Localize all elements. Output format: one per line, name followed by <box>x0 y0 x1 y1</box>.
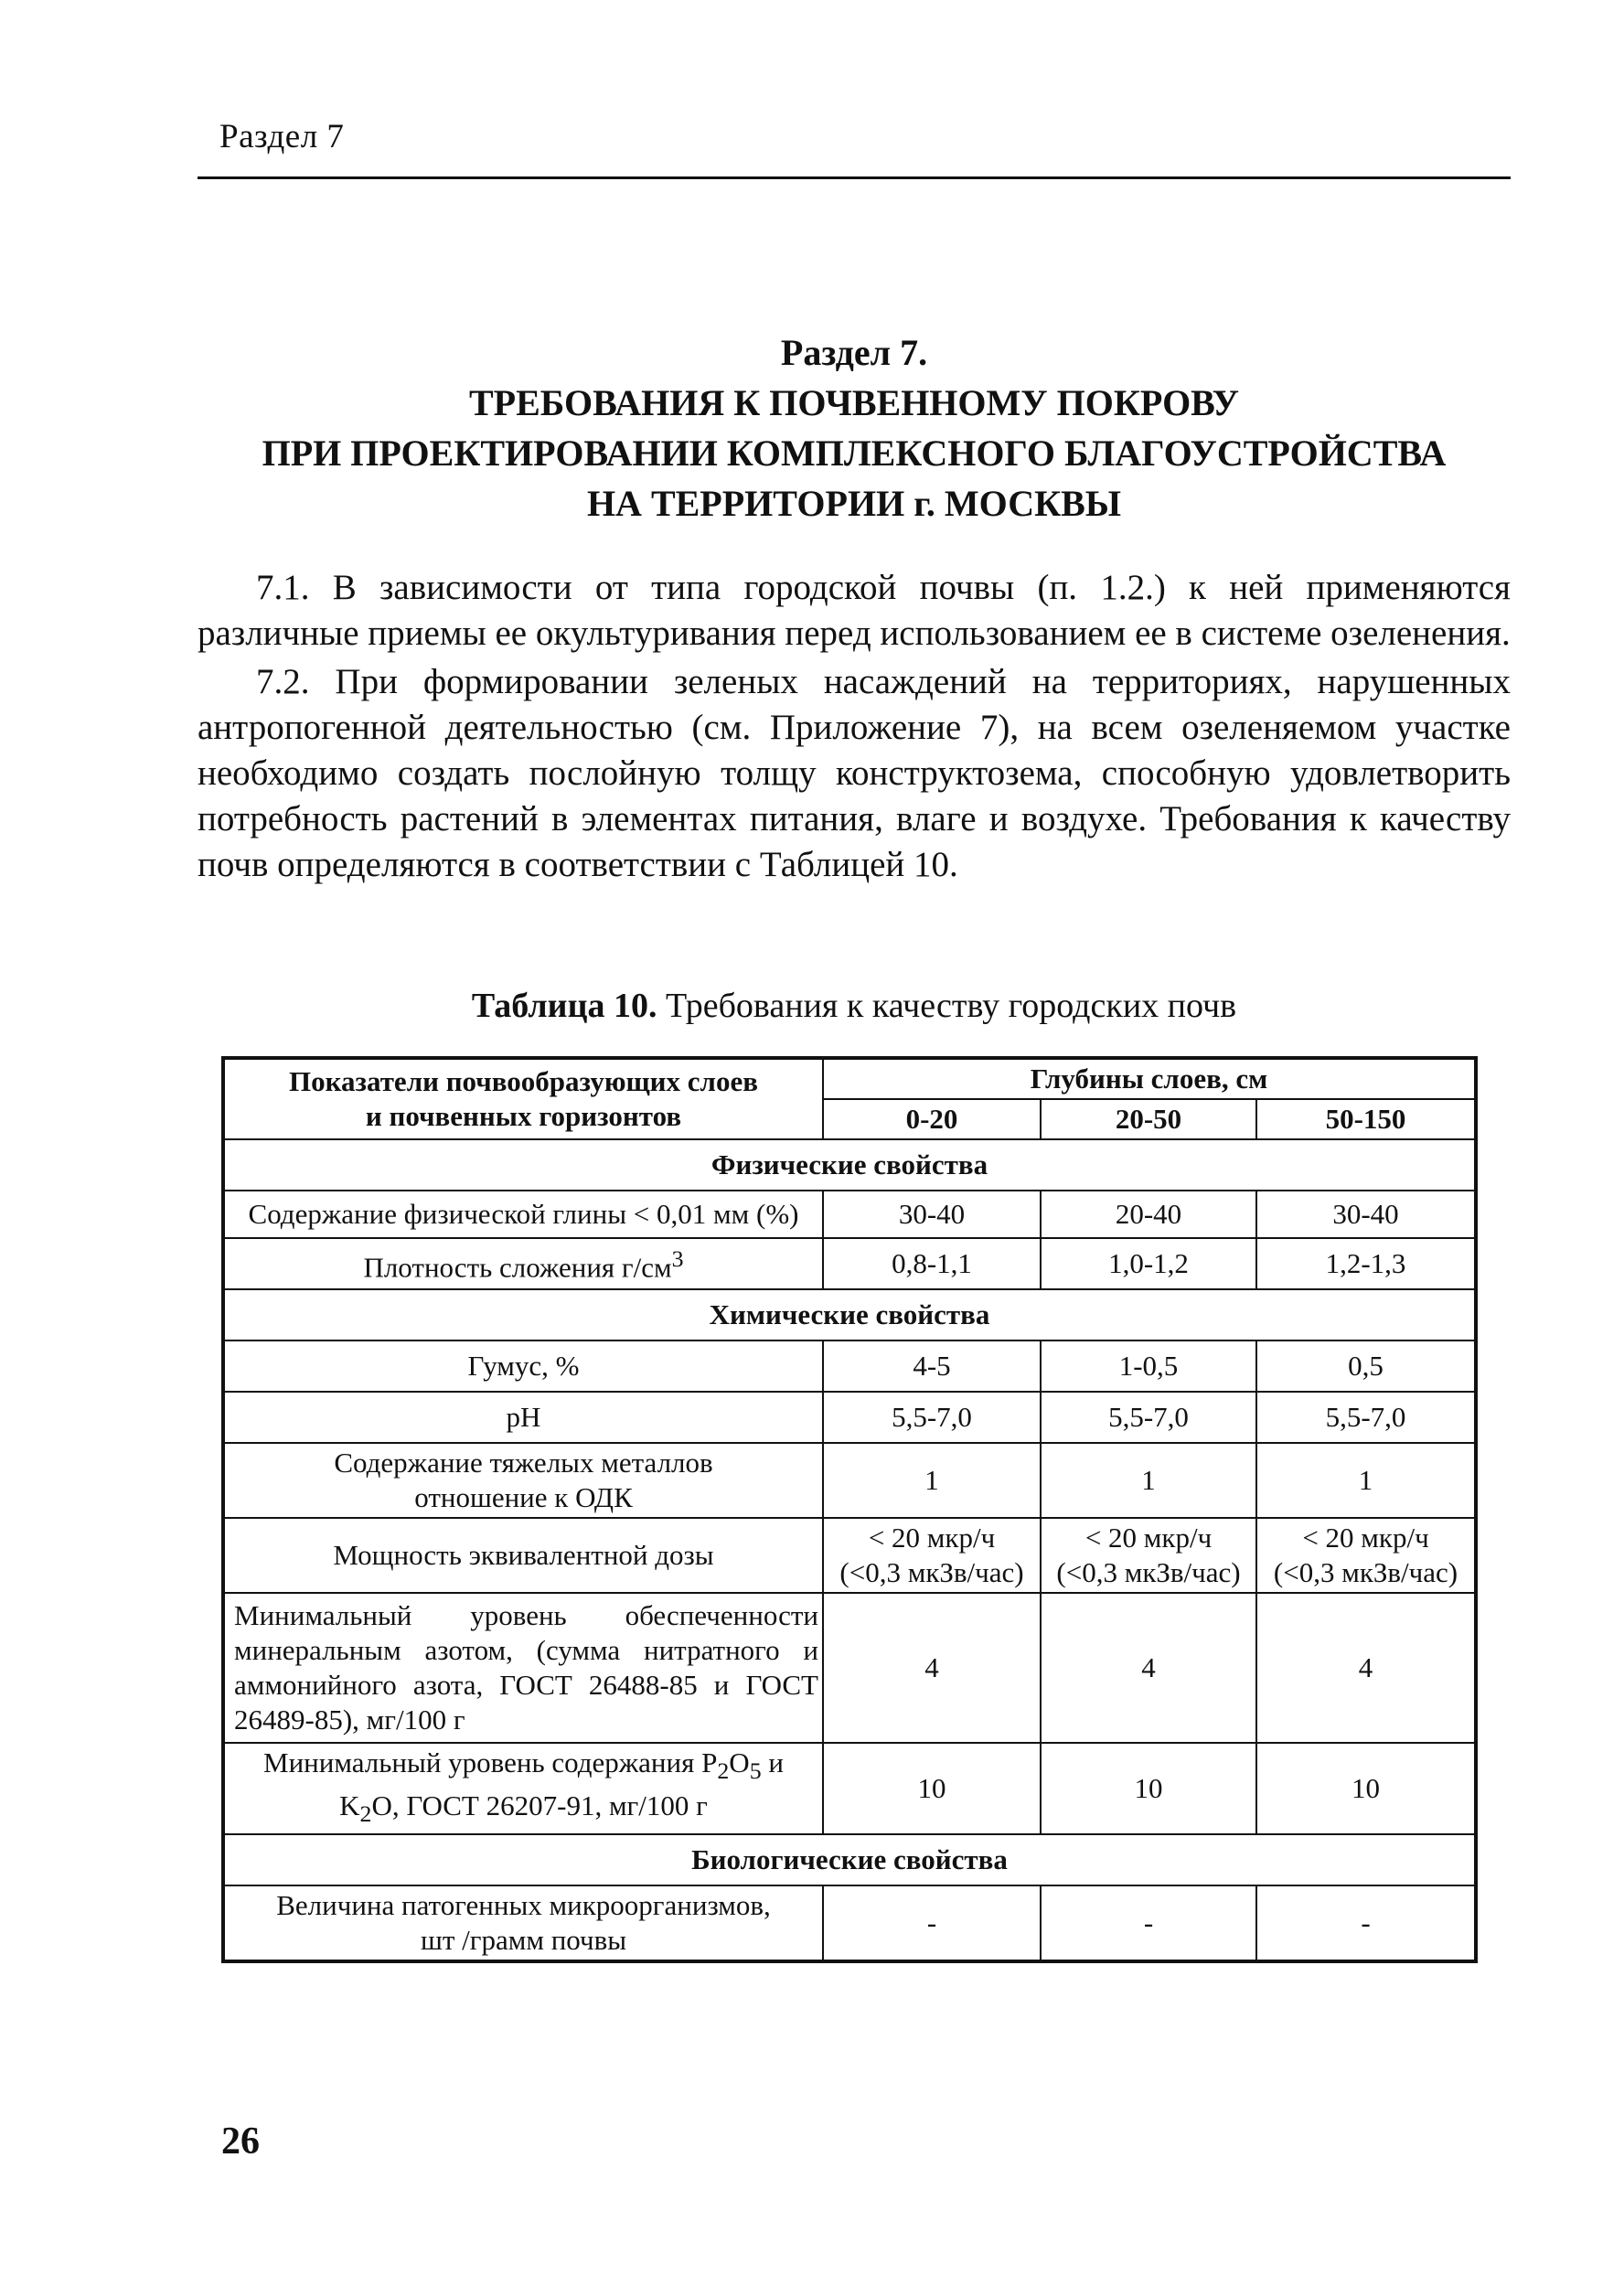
pk-label-e: O, ГОСТ 26207-91, мг/100 г <box>371 1789 708 1822</box>
table-cell: 1,2-1,3 <box>1256 1238 1476 1289</box>
table-cell: 1-0,5 <box>1041 1340 1256 1392</box>
group-biological: Биологические свойства <box>223 1834 1476 1885</box>
table-cell: 4 <box>1041 1593 1256 1743</box>
row-label-ph: pH <box>223 1392 823 1443</box>
dose-value-line-2: (<0,3 мкЗв/час) <box>1056 1556 1241 1588</box>
density-label-text: Плотность сложения г/см <box>363 1251 672 1284</box>
header-divider <box>198 176 1511 179</box>
depth-col-0-20: 0-20 <box>823 1099 1041 1139</box>
table-cell: 1 <box>823 1443 1041 1518</box>
pk-label-c: и <box>761 1746 784 1778</box>
dose-value-line-1: < 20 мкр/ч <box>1302 1522 1429 1554</box>
table-cell <box>1256 1518 1476 1593</box>
table-cell: 10 <box>823 1743 1041 1834</box>
density-label-superscript: 3 <box>671 1245 684 1273</box>
pk-label-line-2 <box>229 1789 818 1832</box>
table-cell: - <box>1041 1885 1256 1961</box>
indicator-header <box>223 1058 823 1139</box>
section-heading <box>198 327 1511 529</box>
pk-sub-1: 2 <box>717 1757 730 1785</box>
depth-header: Глубины слоев, см <box>823 1058 1476 1099</box>
table-cell: 10 <box>1041 1743 1256 1834</box>
depth-col-50-150: 50-150 <box>1256 1099 1476 1139</box>
pk-label-b: O <box>729 1746 750 1778</box>
dose-value-line-1: < 20 мкр/ч <box>868 1522 996 1554</box>
pathogens-label-line-2: шт /грамм почвы <box>420 1924 627 1957</box>
table-caption-label: Таблица 10. <box>471 987 657 1025</box>
depth-col-20-50: 20-50 <box>1041 1099 1256 1139</box>
table-cell: 5,5-7,0 <box>1041 1392 1256 1443</box>
row-label-humus: Гумус, % <box>223 1340 823 1392</box>
pk-sub-2: 5 <box>749 1757 762 1785</box>
dose-value-line-1: < 20 мкр/ч <box>1084 1522 1213 1554</box>
table-cell: 0,5 <box>1256 1340 1476 1392</box>
row-label-metals <box>223 1443 823 1518</box>
table-cell: 10 <box>1256 1743 1476 1834</box>
table-cell: 4-5 <box>823 1340 1041 1392</box>
indicator-header-line-2: и почвенных горизонтов <box>365 1100 682 1132</box>
pk-label-line-1 <box>229 1746 818 1789</box>
heading-line-3: ПРИ ПРОЕКТИРОВАНИИ КОМПЛЕКСНОГО БЛАГОУСТРОЙСТВА <box>262 433 1447 474</box>
running-header: Раздел 7 <box>219 118 345 155</box>
paragraph-7-2: 7.2. При формировании зеленых насаждений на территориях, нарушенных антропогенной деятельностью (см. Приложение 7), на всем озеленяемом участке необходимо создать послойную толщу конструктозема, способную удовлетворить потребность растений в элементах питания, влаге и воздухе. Требования к качеству почв определяются в соответствии с Таблицей 10. <box>198 662 1511 884</box>
group-chemical: Химические свойства <box>223 1289 1476 1340</box>
table-cell: 4 <box>823 1593 1041 1743</box>
body-text <box>198 565 1511 891</box>
pk-sub-3: 2 <box>359 1800 372 1828</box>
pathogens-label-line-1: Величина патогенных микроорганизмов, <box>276 1889 771 1922</box>
table-cell: - <box>1256 1885 1476 1961</box>
table-cell: 5,5-7,0 <box>1256 1392 1476 1443</box>
table-cell: 0,8-1,1 <box>823 1238 1041 1289</box>
row-label-density <box>223 1238 823 1289</box>
dose-value-line-2: (<0,3 мкЗв/час) <box>1273 1556 1458 1588</box>
group-physical: Физические свойства <box>223 1139 1476 1191</box>
pk-label-a: Минимальный уровень содержания P <box>263 1746 718 1778</box>
table-caption-text: Требования к качеству городских почв <box>657 987 1237 1025</box>
table-cell: 1,0-1,2 <box>1041 1238 1256 1289</box>
table-cell: 4 <box>1256 1593 1476 1743</box>
row-label-pathogens <box>223 1885 823 1961</box>
soil-quality-table <box>221 1056 1478 1963</box>
table-caption <box>198 986 1511 1026</box>
dose-value-line-2: (<0,3 мкЗв/час) <box>839 1556 1024 1588</box>
row-label-clay: Содержание физической глины < 0,01 мм (%) <box>223 1191 823 1238</box>
table-cell: 30-40 <box>823 1191 1041 1238</box>
table-cell: 1 <box>1041 1443 1256 1518</box>
indicator-header-line-1: Показатели почвообразующих слоев <box>289 1065 758 1097</box>
table-cell: 30-40 <box>1256 1191 1476 1238</box>
metals-label-line-2: отношение к ОДК <box>414 1481 633 1513</box>
table-cell: 1 <box>1256 1443 1476 1518</box>
table-cell: 20-40 <box>1041 1191 1256 1238</box>
table-cell <box>1041 1518 1256 1593</box>
pk-label-d: K <box>339 1789 360 1822</box>
table-cell <box>823 1518 1041 1593</box>
heading-line-2: ТРЕБОВАНИЯ К ПОЧВЕННОМУ ПОКРОВУ <box>469 382 1239 423</box>
paragraph-7-1: 7.1. В зависимости от типа городской почвы (п. 1.2.) к ней применяются различные приемы ее окультуривания перед использованием ее в системе озеленения. <box>198 568 1511 653</box>
heading-line-1: Раздел 7. <box>780 332 928 373</box>
metals-label-line-1: Содержание тяжелых металлов <box>334 1447 713 1479</box>
table-cell: - <box>823 1885 1041 1961</box>
row-label-nitrogen: Минимальный уровень обеспеченности минеральным азотом, (сумма нитратного и аммонийного азота, ГОСТ 26488-85 и ГОСТ 26489-85), мг/100 г <box>223 1593 823 1743</box>
row-label-pk <box>223 1743 823 1834</box>
page-number: 26 <box>221 2120 260 2163</box>
heading-line-4: НА ТЕРРИТОРИИ г. МОСКВЫ <box>586 483 1122 524</box>
table-cell: 5,5-7,0 <box>823 1392 1041 1443</box>
row-label-dose: Мощность эквивалентной дозы <box>223 1518 823 1593</box>
